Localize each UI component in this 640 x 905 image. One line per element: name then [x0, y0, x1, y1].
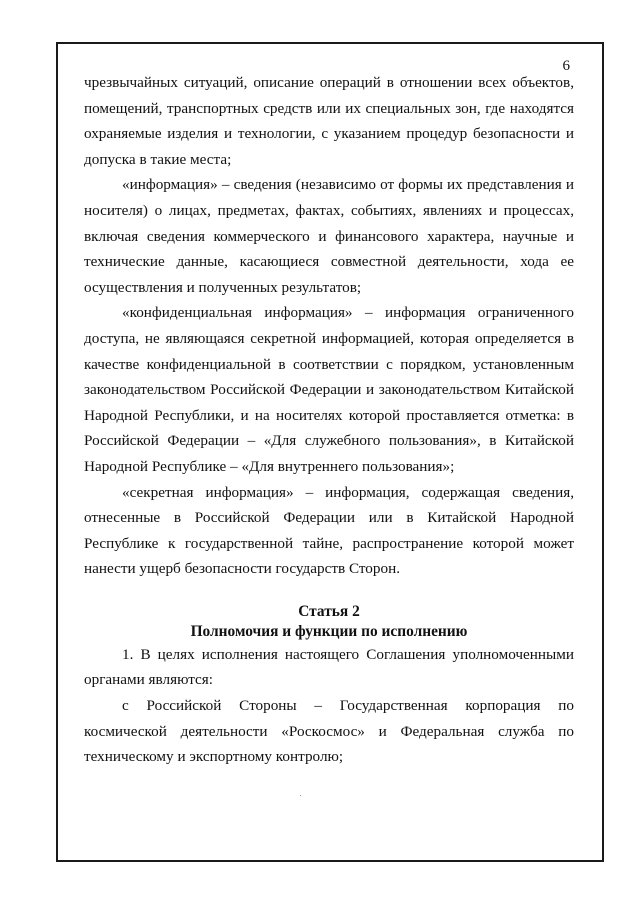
paragraph-definition-confidential: «конфиденциальная информация» – информация ограниченного доступа, не являющаяся секретной информацией, которая определяется в качестве конфиденциальной в соответствии с порядком, установленным законодательством Российской Федерации и законодательством Китайской Народной Республики, и на носителях которой проставляется отметка: в Российской Федерации – «Для служебного пользования», в Китайской Народной Республике – «Для внутреннего пользования»;	[84, 304, 574, 475]
paragraph-definition-information: «информация» – сведения (независимо от формы их представления и носителя) о лицах, предметах, фактах, событиях, явлениях и процессах, включая сведения коммерческого и финансового характера, научные и технические данные, касающиеся совместной деятельности, хода ее осуществления и полученных результатов;	[84, 176, 574, 296]
document-body	[84, 70, 574, 770]
scan-speck	[300, 795, 301, 796]
article-paragraph-1: 1. В целях исполнения настоящего Соглашения уполномоченными органами являются:	[84, 645, 574, 689]
article-subtitle: Полномочия и функции по исполнению	[190, 622, 468, 640]
article-title: Статья 2	[298, 602, 360, 620]
page-number: 6	[562, 58, 570, 74]
paragraph-continuation: чрезвычайных ситуаций, описание операций в отношении всех объектов, помещений, транспортных средств или их специальных зон, где находятся охраняемые изделия и технологии, с указанием процедур безопасности и допуска в такие места;	[84, 74, 574, 168]
paragraph-definition-secret: «секретная информация» – информация, содержащая сведения, отнесенные в Российской Федерации или в Китайской Народной Республике к государственной тайне, распространение которой может нанести ущерб безопасности государств Сторон.	[84, 483, 574, 578]
article-paragraph-2: с Российской Стороны – Государственная корпорация по космической деятельности «Роскосмос» и Федеральная служба по техническому и экспортному контролю;	[84, 697, 574, 766]
